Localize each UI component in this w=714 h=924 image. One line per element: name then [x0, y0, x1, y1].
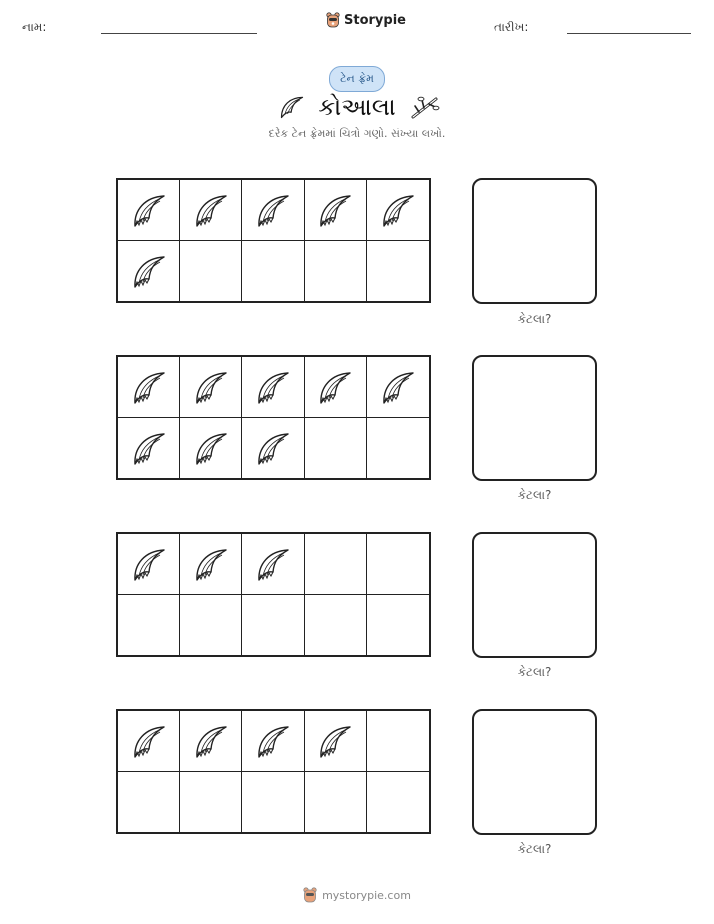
koala-claw-icon	[129, 428, 169, 468]
frame-cell	[305, 241, 367, 302]
koala-claw-icon	[191, 190, 231, 230]
frame-cell	[305, 595, 367, 656]
frame-cell	[118, 418, 180, 479]
koala-claw-icon	[129, 251, 169, 291]
frame-cell	[118, 595, 180, 656]
frame-cell	[242, 418, 304, 479]
koala-claw-icon	[315, 190, 355, 230]
brand-name: Storypie	[344, 12, 406, 28]
ten-frame-4	[116, 709, 431, 834]
frame-cell	[242, 772, 304, 833]
answer-box-1[interactable]	[472, 178, 597, 304]
frame-cell	[367, 595, 429, 656]
frame-cell	[305, 180, 367, 241]
frame-cell	[242, 534, 304, 595]
how-many-label-4: કેટલા?	[517, 842, 552, 856]
frame-cell	[180, 418, 242, 479]
how-many-label-2: કેટલા?	[517, 488, 552, 502]
koala-claw-icon	[253, 544, 293, 584]
frame-cell	[118, 772, 180, 833]
frame-cell	[305, 357, 367, 418]
storypie-mascot-icon	[303, 887, 317, 903]
frame-cell	[305, 711, 367, 772]
koala-claw-icon	[378, 190, 418, 230]
koala-claw-icon	[315, 721, 355, 761]
ten-frame-3	[116, 532, 431, 657]
frame-cell	[367, 241, 429, 302]
koala-claw-icon	[253, 721, 293, 761]
frame-cell	[367, 418, 429, 479]
branch-icon	[410, 93, 440, 121]
ten-frame-2	[116, 355, 431, 480]
koala-claw-icon	[315, 367, 355, 407]
frame-cell	[367, 534, 429, 595]
koala-claw-icon	[191, 721, 231, 761]
worksheet-title: કોઆલા	[318, 93, 396, 121]
frame-cell	[180, 241, 242, 302]
koala-claw-icon	[129, 190, 169, 230]
frame-cell	[118, 711, 180, 772]
koala-claw-icon	[191, 544, 231, 584]
koala-claw-icon	[129, 367, 169, 407]
koala-claw-icon	[378, 367, 418, 407]
frame-cell	[242, 595, 304, 656]
frame-cell	[367, 711, 429, 772]
frame-cell	[118, 357, 180, 418]
frame-cell	[242, 241, 304, 302]
frame-cell	[242, 180, 304, 241]
date-label: તારીખ:	[494, 20, 529, 34]
instructions: દરેક ટેન ફ્રેમમાં ચિત્રો ગણો. સંખ્યા લખો.	[268, 127, 446, 140]
ten-frame-1	[116, 178, 431, 303]
storypie-mascot-icon	[326, 12, 340, 28]
koala-claw-icon	[191, 428, 231, 468]
frame-cell	[242, 357, 304, 418]
answer-box-3[interactable]	[472, 532, 597, 658]
koala-claw-icon	[253, 190, 293, 230]
frame-cell	[118, 534, 180, 595]
frame-cell	[305, 772, 367, 833]
frame-cell	[180, 534, 242, 595]
frame-cell	[118, 241, 180, 302]
footer-url: mystorypie.com	[322, 888, 411, 902]
how-many-label-1: કેટલા?	[517, 312, 552, 326]
frame-cell	[180, 595, 242, 656]
frame-cell	[305, 418, 367, 479]
frame-cell	[367, 772, 429, 833]
date-field[interactable]	[567, 33, 691, 34]
frame-cell	[180, 357, 242, 418]
koala-claw-icon	[129, 544, 169, 584]
name-field[interactable]	[101, 33, 257, 34]
how-many-label-3: કેટલા?	[517, 665, 552, 679]
frame-cell	[367, 180, 429, 241]
name-label: નામ:	[22, 20, 47, 34]
topic-badge: ટેન ફ્રેમ	[329, 66, 385, 92]
answer-box-4[interactable]	[472, 709, 597, 835]
koala-claw-icon	[191, 367, 231, 407]
answer-box-2[interactable]	[472, 355, 597, 481]
koala-claw-icon	[253, 428, 293, 468]
frame-cell	[118, 180, 180, 241]
frame-cell	[242, 711, 304, 772]
frame-cell	[180, 711, 242, 772]
frame-cell	[367, 357, 429, 418]
frame-cell	[180, 180, 242, 241]
koala-claw-icon	[129, 721, 169, 761]
koala-claw-icon	[253, 367, 293, 407]
footer	[0, 887, 714, 903]
frame-cell	[180, 772, 242, 833]
frame-cell	[305, 534, 367, 595]
brand-logo	[326, 12, 406, 28]
